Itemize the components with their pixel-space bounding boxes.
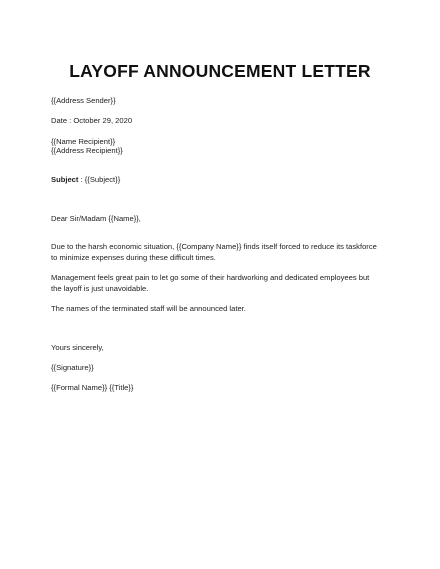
paragraph-1: Due to the harsh economic situation, {{Company Name}} finds itself forced to reduce its taskforce to minimize expenses during these difficult times.	[51, 242, 377, 262]
subject-line	[51, 175, 120, 185]
paragraph-2: Management feels great pain to let go some of their hardworking and dedicated employees but the layoff is just unavoidable.	[51, 273, 370, 293]
subject-label: Subject	[51, 175, 79, 184]
subject-value: : {{Subject}}	[78, 175, 121, 184]
paragraph-3: The names of the terminated staff will be announced later.	[51, 304, 246, 313]
address-sender: {{Address Sender}}	[51, 96, 116, 105]
signature: {{Signature}}	[51, 363, 94, 372]
letter-title: LAYOFF ANNOUNCEMENT LETTER	[69, 61, 371, 81]
closing: Yours sincerely,	[51, 343, 104, 352]
formal-name-title: {{Formal Name}} {{Title}}	[51, 383, 134, 392]
address-recipient: {{Address Recipient}}	[51, 146, 123, 155]
salutation: Dear Sir/Madam {{Name}},	[51, 214, 141, 223]
name-recipient: {{Name Recipient}}	[51, 137, 116, 146]
letter-date: Date : October 29, 2020	[51, 116, 133, 125]
